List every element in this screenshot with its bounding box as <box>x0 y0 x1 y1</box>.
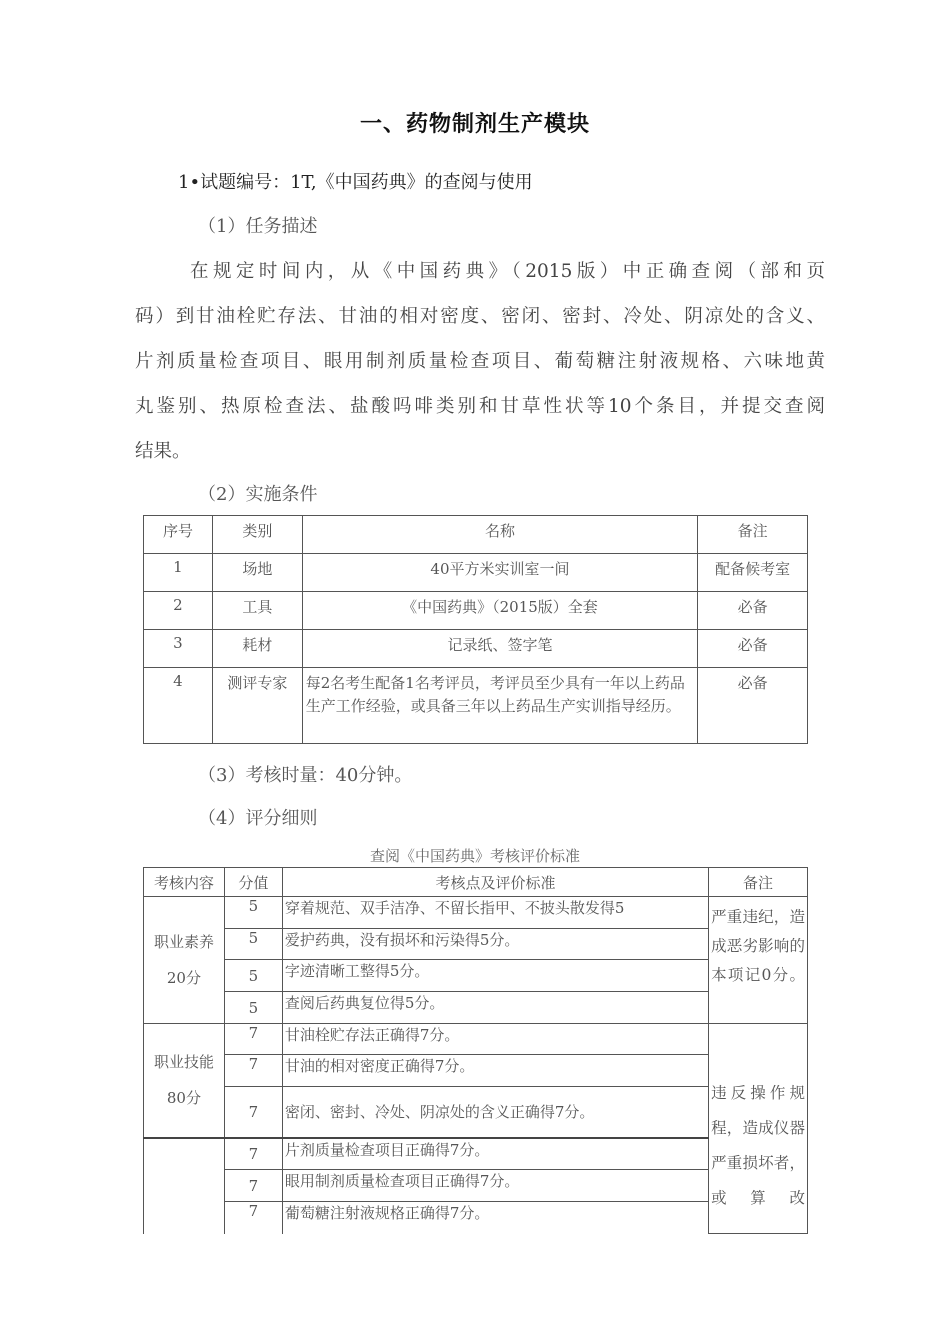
criteria-cell: 查阅后药典复位得5分。 <box>282 992 708 1024</box>
task-description-line: 结果。 <box>135 441 191 462</box>
criteria-cell: 片剂质量检查项目正确得7分。 <box>282 1138 708 1170</box>
criteria-cell: 葡萄糖注射液规格正确得7分。 <box>282 1202 708 1234</box>
table-row <box>144 897 808 929</box>
table-row <box>144 992 808 1024</box>
table-row <box>144 960 808 992</box>
group-points: 80分 <box>166 1089 201 1108</box>
criteria-cell: 眼用制剂质量检查项目正确得7分。 <box>282 1170 708 1202</box>
header-cell: 考核内容 <box>144 868 225 897</box>
table-cell: 必备 <box>698 668 808 744</box>
table-cell: 配备候考室 <box>698 554 808 592</box>
table-row <box>144 929 808 960</box>
score-cell: 7 <box>224 1024 282 1055</box>
header-cell: 名称 <box>302 516 697 554</box>
header-cell: 分值 <box>224 868 282 897</box>
table-cell: 场地 <box>212 554 302 592</box>
group-name: 职业素养 <box>153 933 214 951</box>
group-cell-empty <box>144 1138 225 1234</box>
group-name: 职业技能 <box>153 1053 214 1072</box>
table-row <box>144 554 808 592</box>
task-description-line: 丸鉴别、热原检查法、盐酸吗啡类别和甘草性状等10个条目，并提交查阅 <box>135 396 825 417</box>
section-heading-task: （1）任务描述 <box>198 216 318 237</box>
criteria-cell: 甘油的相对密度正确得7分。 <box>282 1055 708 1087</box>
criteria-cell: 字迹清晰工整得5分。 <box>282 960 708 992</box>
conditions-table <box>143 515 808 744</box>
table-header-row <box>144 516 808 554</box>
criteria-cell: 穿着规范、双手洁净、不留长指甲、不披头散发得5 <box>282 897 708 929</box>
section-heading-scoring: （4）评分细则 <box>198 808 318 829</box>
table-cell: 工具 <box>212 592 302 630</box>
score-cell: 5 <box>224 929 282 960</box>
group-cell <box>144 897 225 1024</box>
score-cell: 7 <box>224 1202 282 1234</box>
section-heading-time: （3）考核时量：40分钟。 <box>198 765 413 786</box>
page-title: 一、药物制剂生产模块 <box>359 112 590 137</box>
score-cell: 5 <box>224 897 282 929</box>
table-cell: 3 <box>144 630 213 668</box>
scoring-table <box>143 867 808 1234</box>
task-description-line: 码）到甘油栓贮存法、甘油的相对密度、密闭、密封、冷处、阴凉处的含义、 <box>135 306 825 327</box>
table-cell: 40平方米实训室一间 <box>302 554 697 592</box>
table-cell: 《中国药典》（2015版）全套 <box>302 592 697 630</box>
header-cell: 备注 <box>709 868 808 897</box>
score-cell: 7 <box>224 1170 282 1202</box>
group-points: 20分 <box>166 969 201 987</box>
header-cell: 序号 <box>144 516 213 554</box>
table-row <box>144 668 808 744</box>
table-row <box>144 630 808 668</box>
table-cell: 每2名考生配备1名考评员，考评员至少具有一年以上药品生产工作经验，或具备三年以上药品生产实训指导经历。 <box>302 668 697 744</box>
criteria-cell: 甘油栓贮存法正确得7分。 <box>282 1024 708 1055</box>
group-cell <box>144 1024 225 1138</box>
score-cell: 7 <box>224 1138 282 1170</box>
table-row <box>144 1202 808 1234</box>
section-heading-conditions: （2）实施条件 <box>198 484 318 505</box>
score-cell: 7 <box>224 1055 282 1087</box>
table-cell: 1 <box>144 554 213 592</box>
table-row <box>144 1170 808 1202</box>
task-description-line: 在规定时间内，从《中国药典》（2015版）中正确查阅（部和页 <box>190 261 825 282</box>
table-cell: 耗材 <box>212 630 302 668</box>
score-cell: 5 <box>224 960 282 992</box>
task-description-line: 片剂质量检查项目、眼用制剂质量检查项目、葡萄糖注射液规格、六味地黄 <box>135 351 825 372</box>
table-cell: 测评专家 <box>212 668 302 744</box>
item-heading: 1•试题编号：1T,《中国药典》的查阅与使用 <box>178 172 533 193</box>
score-cell: 7 <box>224 1087 282 1138</box>
table-cell: 必备 <box>698 630 808 668</box>
note-cell: 违反操作规程，造成仪器严重损坏者，或算改 <box>709 1024 808 1234</box>
note-cell: 严重违纪，造成恶劣影响的本项记0分。 <box>709 897 808 1024</box>
score-cell: 5 <box>224 992 282 1024</box>
table-row <box>144 592 808 630</box>
header-cell: 类别 <box>212 516 302 554</box>
criteria-cell: 爱护药典，没有损坏和污染得5分。 <box>282 929 708 960</box>
table-caption: 查阅《中国药典》考核评价标准 <box>369 847 580 865</box>
table-cell: 4 <box>144 668 213 744</box>
table-cell: 2 <box>144 592 213 630</box>
table-cell: 记录纸、签字笔 <box>302 630 697 668</box>
criteria-cell: 密闭、密封、冷处、阴凉处的含义正确得7分。 <box>282 1087 708 1138</box>
header-cell: 备注 <box>698 516 808 554</box>
table-cell: 必备 <box>698 592 808 630</box>
table-row <box>144 1138 808 1170</box>
header-cell: 考核点及评价标准 <box>282 868 708 897</box>
table-row <box>144 1055 808 1087</box>
table-row <box>144 1087 808 1138</box>
table-header-row <box>144 868 808 897</box>
table-row <box>144 1024 808 1055</box>
